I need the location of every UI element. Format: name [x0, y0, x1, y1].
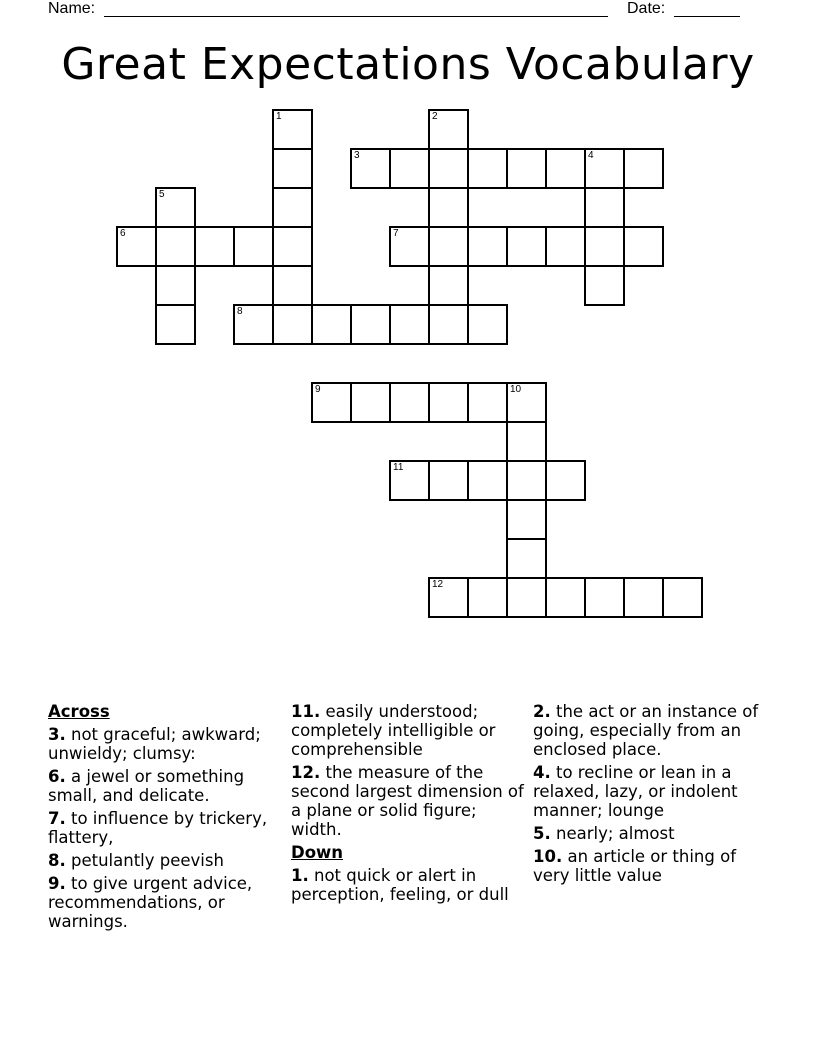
cell-number: 8: [237, 306, 243, 317]
crossword-cell[interactable]: [467, 148, 508, 189]
clue-down-4: [533, 763, 769, 820]
crossword-cell[interactable]: [467, 577, 508, 618]
crossword-cell[interactable]: [428, 460, 469, 501]
clue-across-12: [291, 763, 527, 839]
crossword-cell[interactable]: [233, 226, 274, 267]
cell-number: 10: [510, 384, 522, 395]
cell-number: 2: [432, 111, 438, 122]
crossword-cell[interactable]: [506, 382, 547, 423]
clue-text: to give urgent advice, recommendations, or warnings.: [48, 874, 253, 931]
crossword-cell[interactable]: [272, 148, 313, 189]
crossword-cell[interactable]: [584, 577, 625, 618]
crossword-cell[interactable]: [623, 577, 664, 618]
crossword-cell[interactable]: [272, 226, 313, 267]
crossword-cell[interactable]: [428, 382, 469, 423]
crossword-cell[interactable]: [389, 148, 430, 189]
cell-number: 4: [588, 150, 594, 161]
clue-number: 3.: [48, 725, 66, 744]
crossword-cell[interactable]: [272, 304, 313, 345]
clue-number: 9.: [48, 874, 66, 893]
clue-text: easily understood; completely intelligible or comprehensible: [291, 702, 496, 759]
clue-down-10: [533, 847, 769, 885]
clues-column-1: [48, 702, 284, 935]
crossword-cell[interactable]: [233, 304, 274, 345]
crossword-cell[interactable]: [545, 577, 586, 618]
clue-text: nearly; almost: [556, 824, 675, 843]
clue-text: a jewel or something small, and delicate.: [48, 767, 245, 805]
crossword-cell[interactable]: [545, 460, 586, 501]
crossword-cell[interactable]: [272, 187, 313, 228]
clues-column-3: [533, 702, 769, 889]
crossword-cell[interactable]: [155, 226, 196, 267]
crossword-cell[interactable]: [350, 382, 391, 423]
clue-number: 8.: [48, 851, 66, 870]
crossword-cell[interactable]: [155, 187, 196, 228]
crossword-cell[interactable]: [428, 226, 469, 267]
crossword-cell[interactable]: [506, 148, 547, 189]
cell-number: 6: [120, 228, 126, 239]
crossword-cell[interactable]: [155, 304, 196, 345]
cell-number: 5: [159, 189, 165, 200]
crossword-cell[interactable]: [389, 304, 430, 345]
crossword-cell[interactable]: [467, 460, 508, 501]
crossword-cell[interactable]: [155, 265, 196, 306]
clue-down-1: [291, 866, 527, 904]
down-heading: Down: [291, 843, 344, 862]
crossword-cell[interactable]: [428, 109, 469, 150]
crossword-cell[interactable]: [272, 109, 313, 150]
clue-number: 11.: [291, 702, 321, 721]
crossword-cell[interactable]: [662, 577, 703, 618]
crossword-cell[interactable]: [506, 577, 547, 618]
crossword-cell[interactable]: [467, 226, 508, 267]
clue-across-7: [48, 809, 284, 847]
page-title: Great Expectations Vocabulary: [61, 39, 755, 90]
crossword-cell[interactable]: [311, 382, 352, 423]
clue-down-5: [533, 824, 769, 843]
clue-number: 7.: [48, 809, 66, 828]
clue-text: the measure of the second largest dimension of a plane or solid figure; width.: [291, 763, 524, 839]
crossword-cell[interactable]: [428, 187, 469, 228]
cell-number: 7: [393, 228, 399, 239]
crossword-cell[interactable]: [467, 304, 508, 345]
clue-text: an article or thing of very little value: [533, 847, 737, 885]
crossword-cell[interactable]: [350, 148, 391, 189]
cell-number: 3: [354, 150, 360, 161]
cell-number: 12: [432, 579, 444, 590]
clue-number: 6.: [48, 767, 66, 786]
crossword-cell[interactable]: [311, 304, 352, 345]
cell-number: 9: [315, 384, 321, 395]
across-heading: Across: [48, 702, 110, 721]
name-label: Name:: [48, 0, 96, 17]
crossword-cell[interactable]: [506, 421, 547, 462]
clue-number: 10.: [533, 847, 563, 866]
clue-text: to influence by trickery, flattery,: [48, 809, 268, 847]
crossword-cell[interactable]: [584, 148, 625, 189]
clue-across-6: [48, 767, 284, 805]
crossword-cell[interactable]: [350, 304, 391, 345]
crossword-cell[interactable]: [506, 226, 547, 267]
crossword-cell[interactable]: [428, 148, 469, 189]
clue-text: not graceful; awkward; unwieldy; clumsy:: [48, 725, 261, 763]
clue-across-11: [291, 702, 527, 759]
crossword-cell[interactable]: [623, 226, 664, 267]
crossword-cell[interactable]: [623, 148, 664, 189]
crossword-cell[interactable]: [272, 265, 313, 306]
clue-text: to recline or lean in a relaxed, lazy, or indolent manner; lounge: [533, 763, 738, 820]
cell-number: 11: [393, 462, 404, 473]
crossword-cell[interactable]: [194, 226, 235, 267]
crossword-cell[interactable]: [584, 187, 625, 228]
clue-text: petulantly peevish: [71, 851, 224, 870]
crossword-cell[interactable]: [584, 226, 625, 267]
cell-number: 1: [276, 111, 282, 122]
crossword-cell[interactable]: [389, 460, 430, 501]
crossword-cell[interactable]: [506, 499, 547, 540]
date-label: Date:: [627, 0, 666, 17]
crossword-cell[interactable]: [428, 304, 469, 345]
crossword-cell[interactable]: [545, 148, 586, 189]
clue-text: the act or an instance of going, especially from an enclosed place.: [533, 702, 759, 759]
clue-number: 4.: [533, 763, 551, 782]
crossword-cell[interactable]: [467, 382, 508, 423]
clue-number: 12.: [291, 763, 321, 782]
clue-number: 5.: [533, 824, 551, 843]
crossword-cell[interactable]: [428, 577, 469, 618]
clue-across-3: [48, 725, 284, 763]
clue-number: 2.: [533, 702, 551, 721]
crossword-cell[interactable]: [584, 265, 625, 306]
crossword-cell[interactable]: [506, 538, 547, 579]
clue-number: 1.: [291, 866, 309, 885]
clue-down-2: [533, 702, 769, 759]
crossword-cell[interactable]: [506, 460, 547, 501]
crossword-cell[interactable]: [389, 226, 430, 267]
clue-across-8: [48, 851, 284, 870]
clue-across-9: [48, 874, 284, 931]
crossword-cell[interactable]: [116, 226, 157, 267]
clue-text: not quick or alert in perception, feeling, or dull: [291, 866, 509, 904]
crossword-cell[interactable]: [545, 226, 586, 267]
clues-column-2: [291, 702, 527, 908]
crossword-cell[interactable]: [389, 382, 430, 423]
crossword-cell[interactable]: [428, 265, 469, 306]
